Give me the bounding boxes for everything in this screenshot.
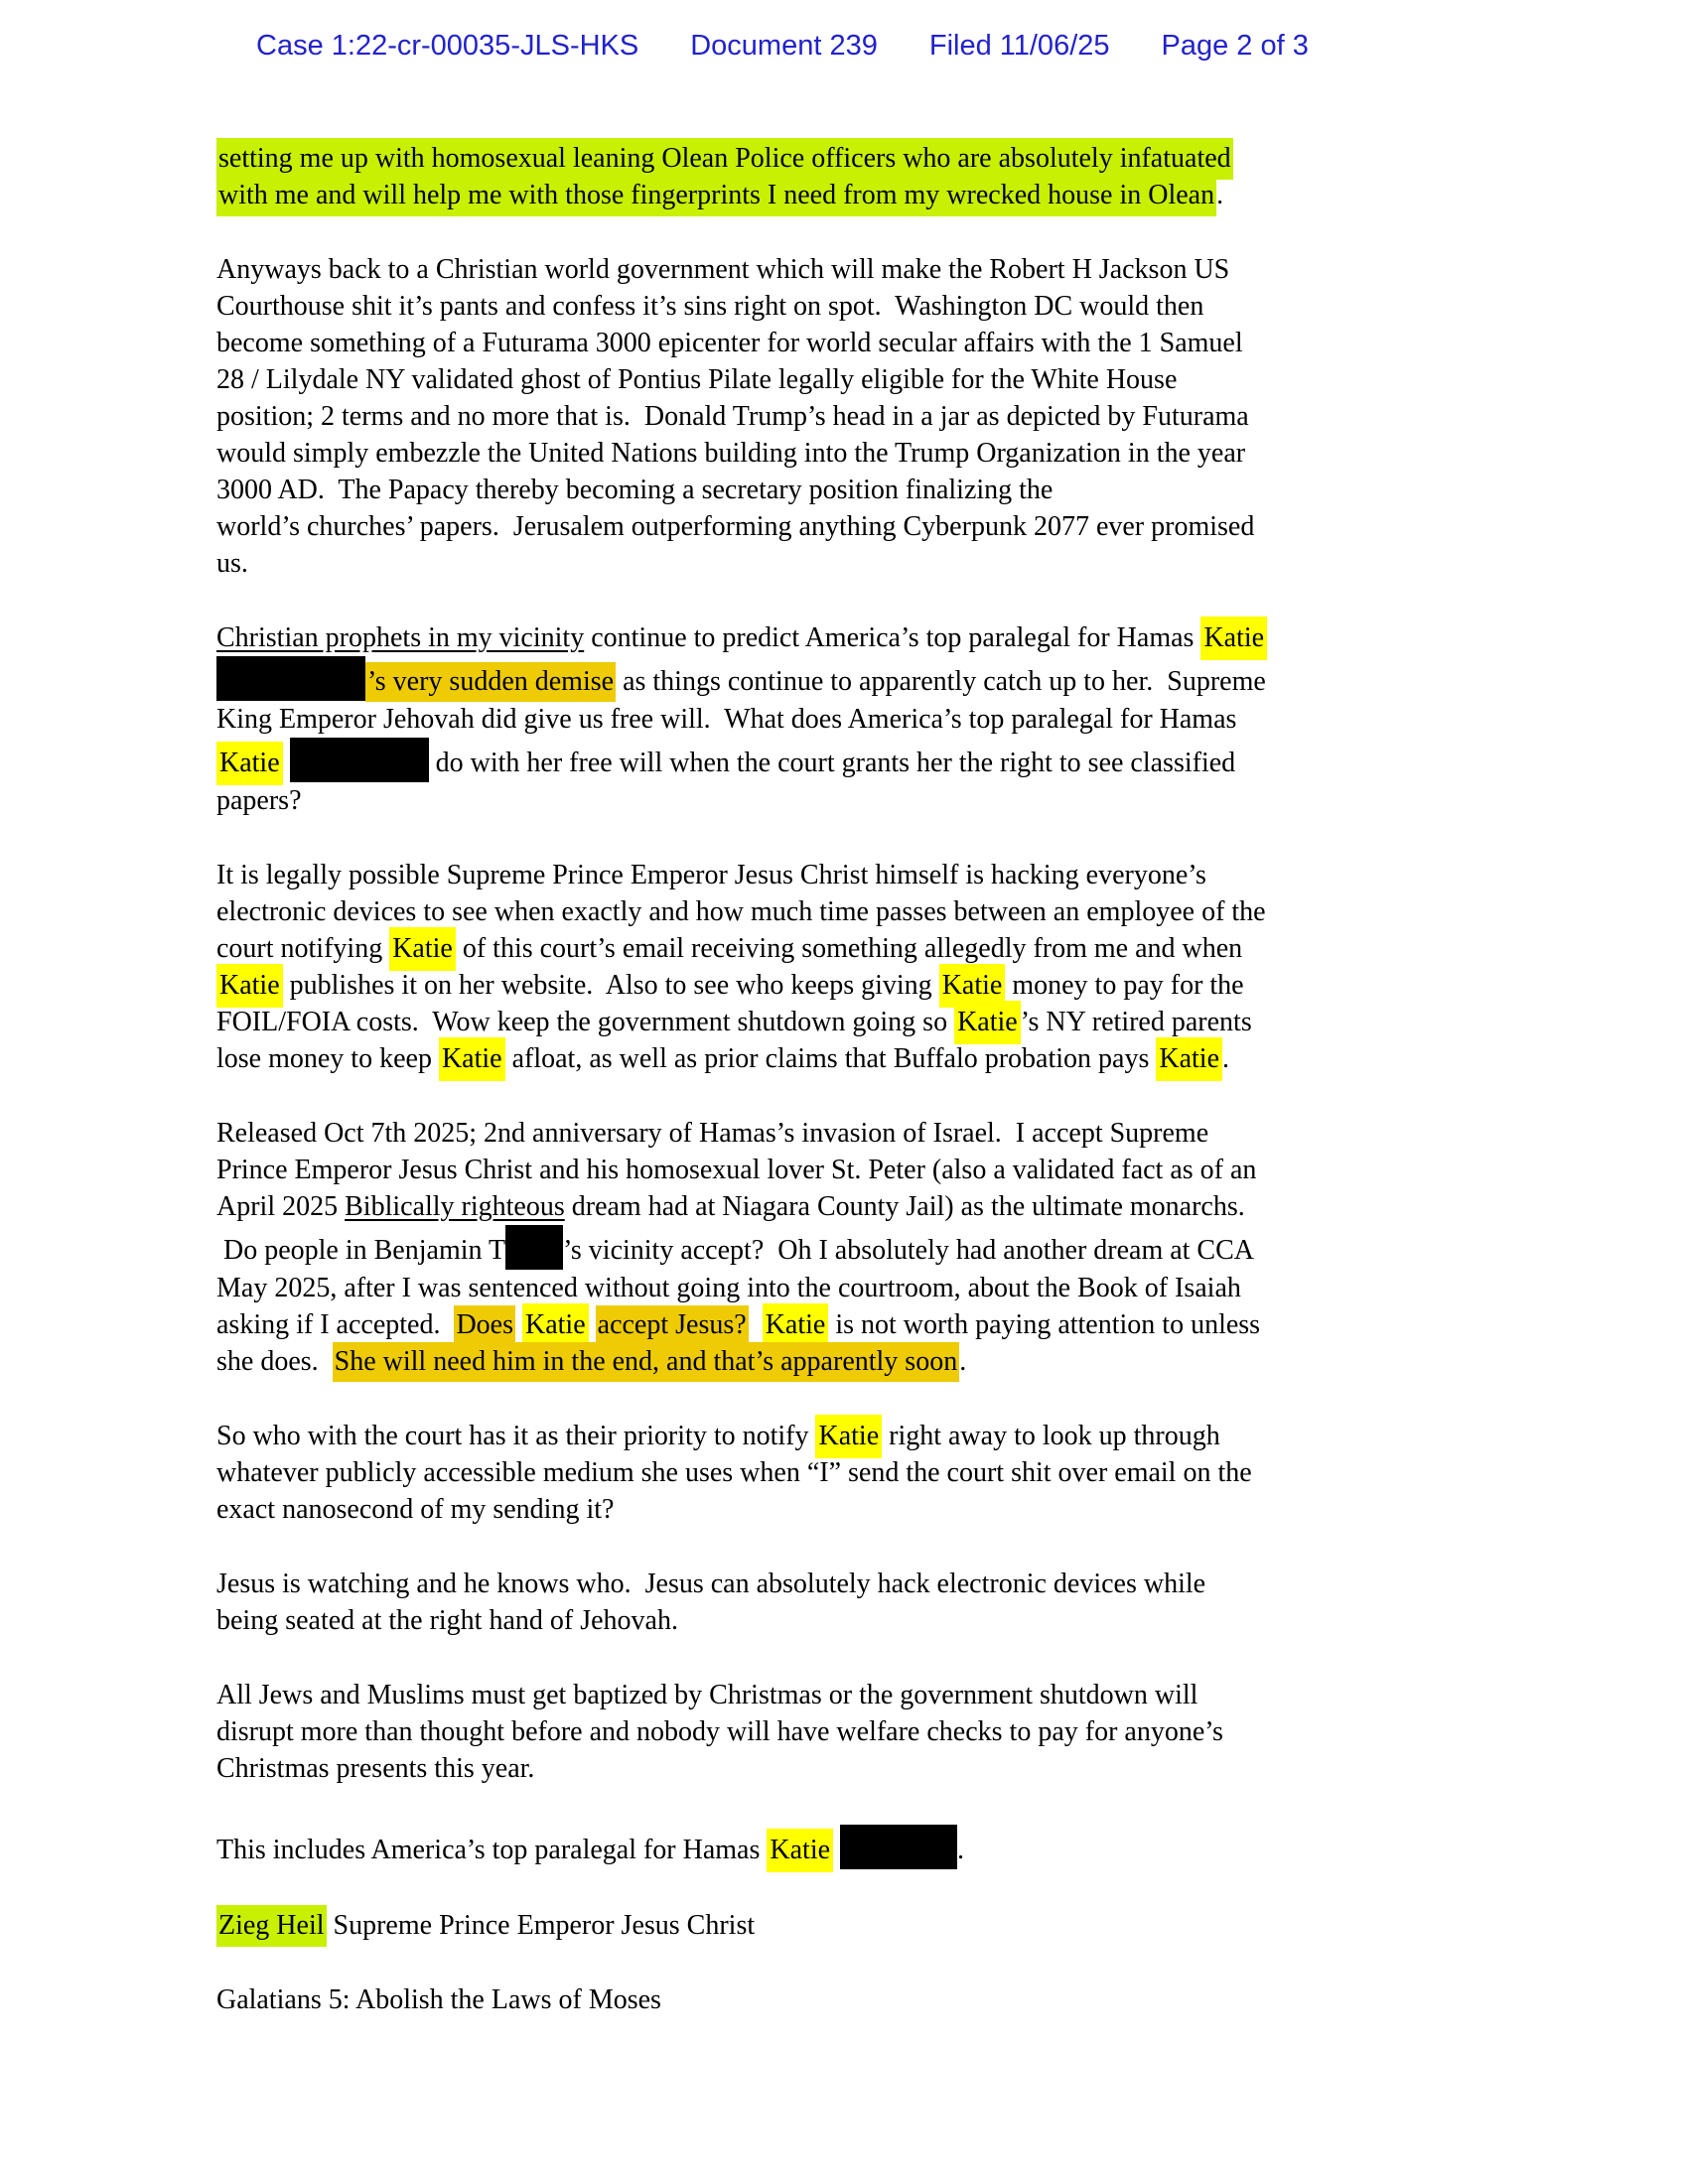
text-run: money to pay for the: [1005, 970, 1244, 1001]
highlight-yellow: Katie: [216, 742, 283, 785]
text-run: lose money to keep: [216, 1043, 439, 1074]
text-run: Anyways back to a Christian world government which will make the Robert H Jackson US: [216, 254, 1230, 285]
text-run: become something of a Futurama 3000 epicenter for world secular affairs with the 1 Samuel: [216, 328, 1243, 358]
paragraph-5: [216, 1115, 1470, 1380]
highlight-yellow: Katie: [1200, 616, 1267, 660]
text-run: 3000 AD. The Papacy thereby becoming a secretary position finalizing the: [216, 475, 1054, 505]
paragraph-11: [216, 1981, 1470, 2018]
text-run: right away to look up through: [882, 1421, 1220, 1451]
highlight-green: setting me up with homosexual leaning Olean Police officers who are absolutely infatuated: [216, 138, 1233, 180]
text-run: Galatians 5: Abolish the Laws of Moses: [216, 1984, 661, 2015]
paragraph-10: [216, 1907, 1470, 1944]
text-run: [283, 748, 290, 778]
text-run: electronic devices to see when exactly and how much time passes between an employee of the: [216, 896, 1266, 927]
text-run: ’s NY retired parents: [1020, 1007, 1252, 1037]
underlined-text: Biblically righteous: [345, 1191, 565, 1222]
text-run: would simply embezzle the United Nations building into the Trump Organization in the year: [216, 438, 1246, 469]
paragraph-6: [216, 1418, 1470, 1528]
underlined-text: Christian prophets in my vicinity: [216, 622, 585, 653]
text-run: King Emperor Jehovah did give us free will. What does America’s top paralegal for Hamas: [216, 704, 1237, 735]
text-run: publishes it on her website. Also to see who keeps giving: [282, 970, 939, 1001]
highlight-yellow: Katie: [954, 1001, 1021, 1044]
paragraph-2: [216, 251, 1470, 582]
text-run: It is legally possible Supreme Prince Emperor Jesus Christ himself is hacking everyone’s: [216, 860, 1206, 890]
highlight-yellow: Katie: [522, 1303, 589, 1347]
text-run: .: [957, 1835, 965, 1865]
paragraph-9: [216, 1825, 1470, 1869]
text-run: .: [959, 1346, 967, 1377]
text-run: dream had at Niagara County Jail) as the ultimate monarchs.: [564, 1191, 1245, 1222]
page-indicator: Page 2 of 3: [1161, 30, 1309, 62]
text-run: Released Oct 7th 2025; 2nd anniversary of Hamas’s invasion of Israel. I accept Supreme: [216, 1118, 1209, 1149]
highlight-yellow: Katie: [439, 1037, 505, 1081]
text-run: [515, 1309, 522, 1340]
highlight-yellow: Katie: [389, 927, 456, 971]
text-run: world’s churches’ papers. Jerusalem outperforming anything Cyberpunk 2077 ever promised: [216, 511, 1255, 542]
text-run: FOIL/FOIA costs. Wow keep the government shutdown going so: [216, 1007, 955, 1037]
highlight-yellow: Katie: [216, 964, 283, 1008]
text-run: .: [1216, 180, 1224, 210]
redaction-box: [216, 656, 365, 701]
text-run: Jesus is watching and he knows who. Jesus can absolutely hack electronic devices while: [216, 1569, 1206, 1599]
paragraph-1: [216, 140, 1470, 213]
text-run: Prince Emperor Jesus Christ and his homosexual lover St. Peter (also a validated fact as of an: [216, 1155, 1257, 1185]
highlight-yellow: Katie: [815, 1415, 882, 1458]
paragraph-3: [216, 619, 1470, 819]
text-run: April 2025: [216, 1191, 346, 1222]
paragraph-7: [216, 1566, 1470, 1639]
text-run: as things continue to apparently catch up to her. Supreme: [616, 666, 1266, 697]
highlight-gold: accept Jesus?: [596, 1305, 749, 1345]
text-run: disrupt more than thought before and nobody will have welfare checks to pay for anyone’s: [216, 1716, 1223, 1747]
highlight-yellow: Katie: [763, 1303, 829, 1347]
document-number: Document 239: [690, 30, 878, 62]
highlight-green: with me and will help me with those fingerprints I need from my wrecked house in Olean: [216, 175, 1216, 216]
text-run: papers?: [216, 785, 302, 816]
text-run: afloat, as well as prior claims that Buffalo probation pays: [504, 1043, 1157, 1074]
text-run: Courthouse shit it’s pants and confess it’s sins right on spot. Washington DC would then: [216, 291, 1204, 322]
text-run: being seated at the right hand of Jehovah.: [216, 1605, 678, 1636]
text-run: court notifying: [216, 933, 390, 964]
text-run: So who with the court has it as their priority to notify: [216, 1421, 816, 1451]
redaction-box: [840, 1825, 957, 1869]
ecf-stamp-header: [0, 0, 1688, 63]
text-run: Christmas presents this year.: [216, 1753, 535, 1784]
highlight-green: Zieg Heil: [216, 1905, 327, 1947]
redaction-box: [290, 738, 429, 782]
highlight-yellow: Katie: [1156, 1037, 1222, 1081]
text-run: [833, 1835, 840, 1865]
paragraph-4: [216, 857, 1470, 1077]
text-run: All Jews and Muslims must get baptized by Christmas or the government shutdown will: [216, 1680, 1198, 1710]
text-run: Do people in Benjamin T: [216, 1235, 506, 1266]
text-run: do with her free will when the court grants her the right to see classified: [428, 748, 1236, 778]
document-body: [0, 63, 1470, 2018]
text-run: asking if I accepted.: [216, 1309, 455, 1340]
highlight-gold: ’s very sudden demise: [365, 662, 616, 702]
text-run: May 2025, after I was sentenced without going into the courtroom, about the Book of Isaiah: [216, 1273, 1241, 1303]
text-run: [749, 1309, 763, 1340]
filed-date: Filed 11/06/25: [928, 30, 1110, 62]
paragraph-8: [216, 1677, 1470, 1787]
highlight-gold: Does: [454, 1305, 515, 1345]
text-run: continue to predict America’s top paralegal for Hamas: [584, 622, 1201, 653]
text-run: she does.: [216, 1346, 333, 1377]
text-run: This includes America’s top paralegal for Hamas: [216, 1835, 768, 1865]
text-run: whatever publicly accessible medium she uses when “I” send the court shit over email on the: [216, 1457, 1252, 1488]
text-run: of this court’s email receiving something allegedly from me and when: [455, 933, 1243, 964]
text-run: is not worth paying attention to unless: [828, 1309, 1261, 1340]
text-run: exact nanosecond of my sending it?: [216, 1494, 615, 1525]
case-number: Case 1:22-cr-00035-JLS-HKS: [256, 30, 639, 62]
text-run: .: [1222, 1043, 1229, 1074]
text-run: Supreme Prince Emperor Jesus Christ: [326, 1910, 756, 1941]
highlight-yellow: Katie: [767, 1829, 833, 1872]
text-run: us.: [216, 548, 248, 579]
text-run: 28 / Lilydale NY validated ghost of Pontius Pilate legally eligible for the White House: [216, 364, 1178, 395]
text-run: position; 2 terms and no more that is. Donald Trump’s head in a jar as depicted by Futurama: [216, 401, 1249, 432]
redaction-box: [505, 1225, 563, 1270]
highlight-gold: She will need him in the end, and that’s apparently soon: [333, 1342, 960, 1382]
text-run: ’s vicinity accept? Oh I absolutely had another dream at CCA: [563, 1235, 1255, 1266]
text-run: [589, 1309, 596, 1340]
highlight-yellow: Katie: [939, 964, 1006, 1008]
